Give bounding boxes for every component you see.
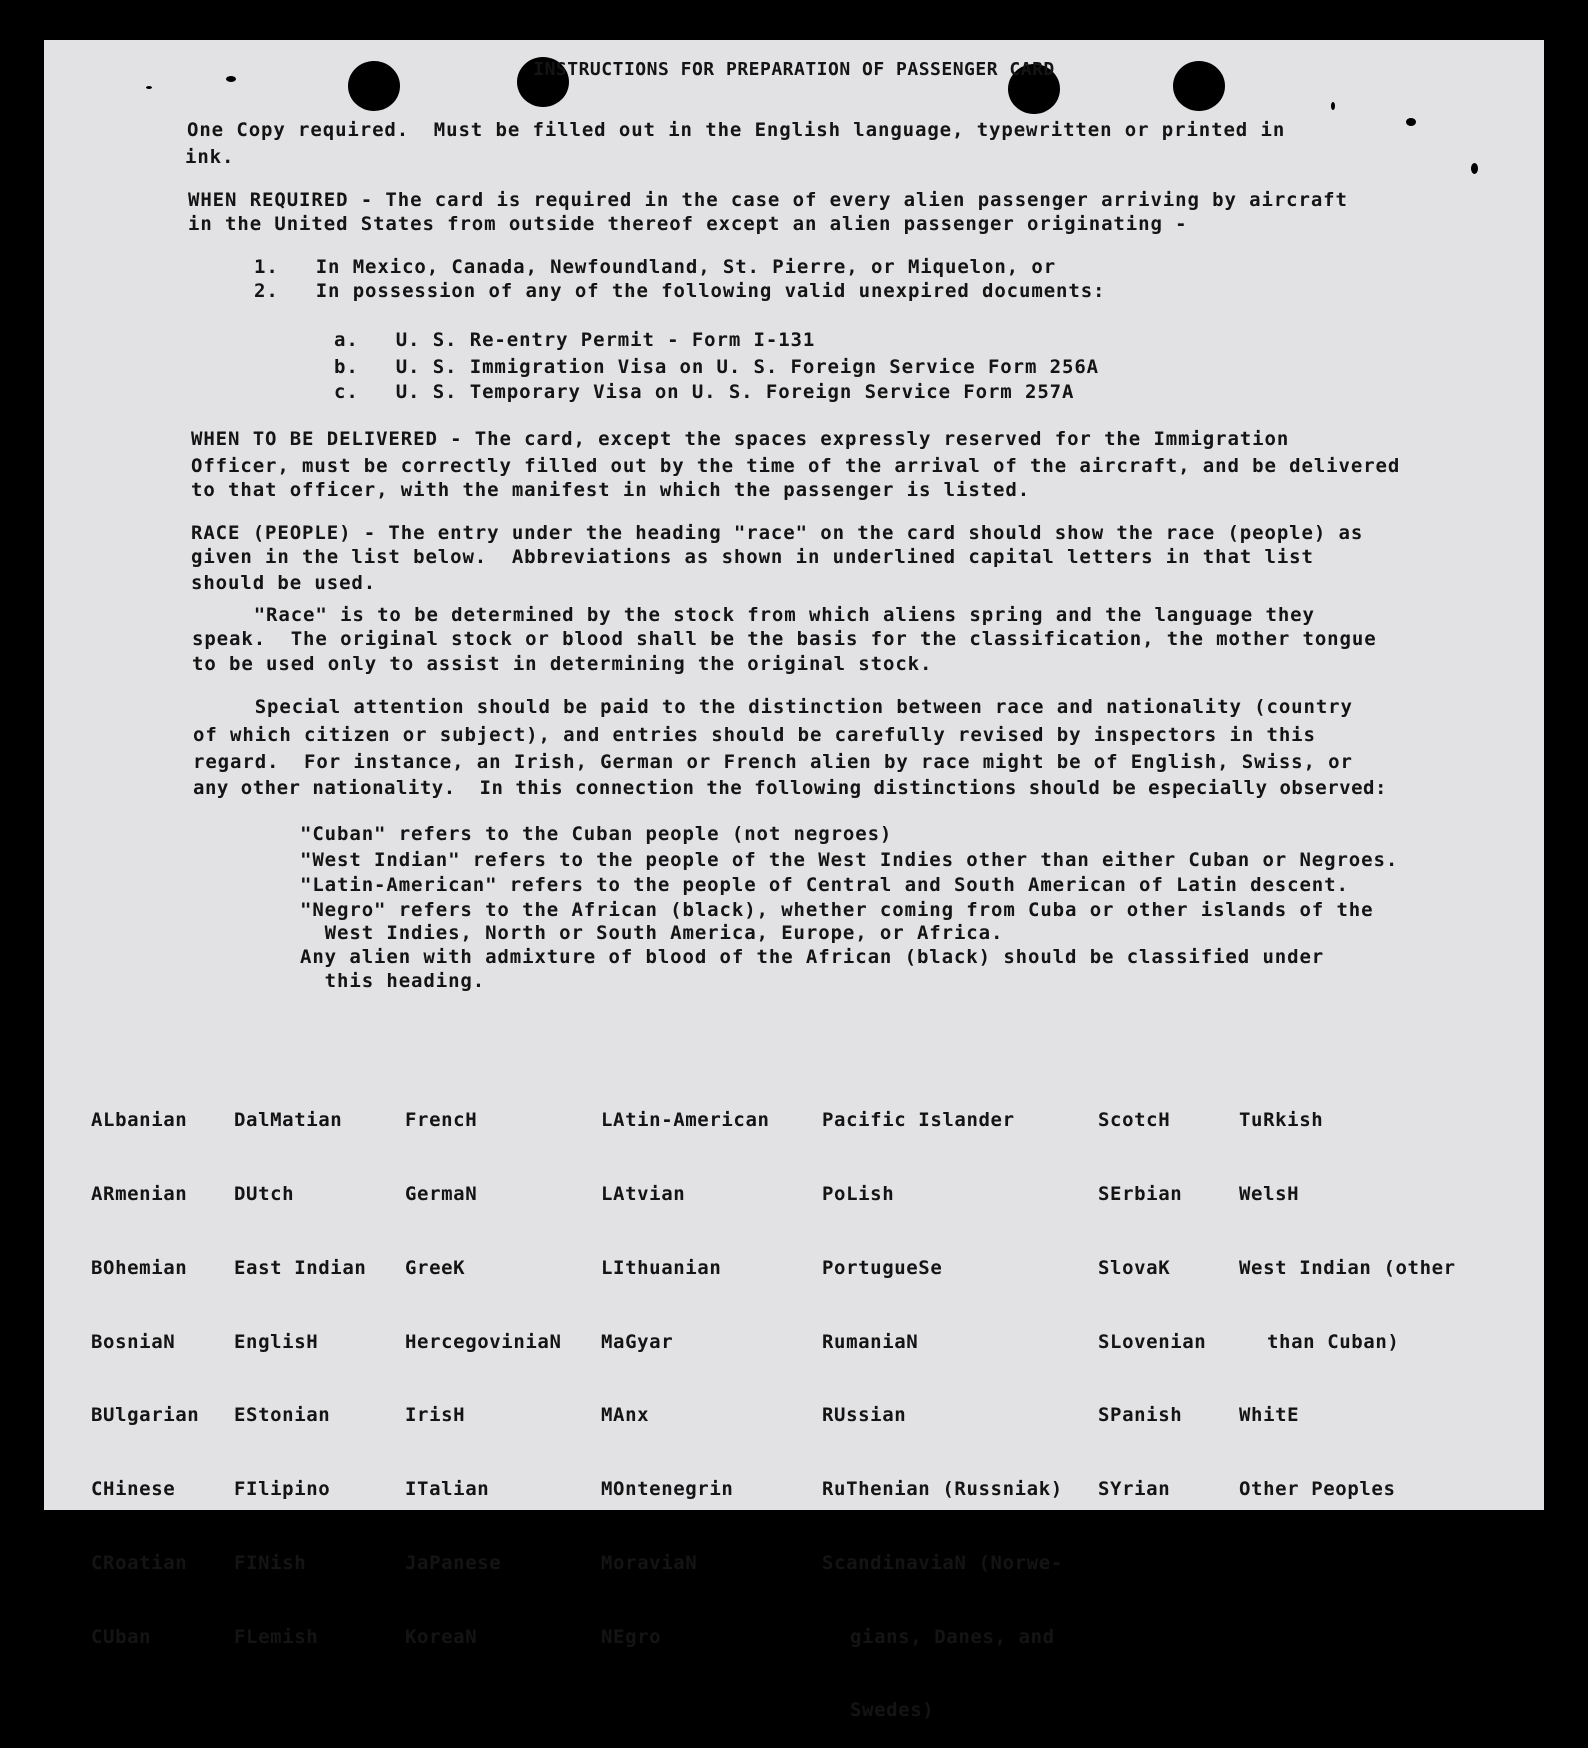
distinction-line: "Latin-American" refers to the people of Central and South American of Latin descent. bbox=[300, 874, 1349, 896]
when-required-line: in the United States from outside thereof except an alien passenger originating - bbox=[188, 213, 1188, 235]
race-definition-line: "Race" is to be determined by the stock from which aliens spring and the language they bbox=[192, 604, 1315, 626]
race-entry: DalMatian bbox=[234, 1109, 343, 1132]
race-entry: LAtin-American bbox=[601, 1109, 770, 1132]
race-entry: CUban bbox=[91, 1625, 152, 1648]
race-entry: MoraviaN bbox=[601, 1551, 698, 1574]
race-entry: GermaN bbox=[405, 1182, 478, 1205]
race-column bbox=[234, 1059, 366, 1674]
race-entry: SYrian bbox=[1098, 1478, 1171, 1501]
special-attention-line: any other nationality. In this connection the following distinctions should be especially observed: bbox=[193, 777, 1387, 799]
distinction-line: Any alien with admixture of blood of the African (black) should be classified under bbox=[300, 946, 1325, 968]
race-entry: WhitE bbox=[1239, 1404, 1300, 1427]
race-entry: TuRkish bbox=[1239, 1109, 1324, 1132]
race-entry: BOhemian bbox=[91, 1256, 188, 1279]
race-intro-line: given in the list below. Abbreviations as shown in underlined capital letters in that list bbox=[191, 546, 1314, 568]
race-entry: MaGyar bbox=[601, 1330, 674, 1353]
race-entry: East Indian bbox=[234, 1256, 367, 1279]
distinction-line: "Negro" refers to the African (black), whether coming from Cuba or other islands of the bbox=[300, 899, 1374, 921]
when-required-line: WHEN REQUIRED - The card is required in the case of every alien passenger arriving by aircraft bbox=[188, 189, 1348, 211]
race-entry: FLemish bbox=[234, 1625, 319, 1648]
race-entry: JaPanese bbox=[405, 1551, 502, 1574]
race-entry: LIthuanian bbox=[601, 1256, 722, 1279]
race-entry: RUssian bbox=[822, 1404, 907, 1427]
race-column bbox=[822, 1059, 1063, 1748]
document-item: b. U. S. Immigration Visa on U. S. Foreign Service Form 256A bbox=[334, 356, 1100, 378]
document-item: c. U. S. Temporary Visa on U. S. Foreign Service Form 257A bbox=[334, 381, 1075, 403]
race-entry: RumaniaN bbox=[822, 1330, 919, 1353]
race-entry: gians, Danes, and bbox=[850, 1625, 1055, 1648]
race-entry: PortugueSe bbox=[822, 1256, 943, 1279]
race-entry: SPanish bbox=[1098, 1404, 1183, 1427]
exception-item: 1. In Mexico, Canada, Newfoundland, St. Pierre, or Miquelon, or bbox=[254, 256, 1057, 278]
race-entry: ScandinaviaN (Norwe- bbox=[822, 1551, 1063, 1574]
race-column bbox=[1098, 1059, 1206, 1526]
race-entry: Swedes) bbox=[850, 1699, 935, 1722]
scan-speck bbox=[1471, 163, 1478, 174]
race-entry: ARmenian bbox=[91, 1182, 188, 1205]
special-attention-line: of which citizen or subject), and entries should be carefully revised by inspectors in this bbox=[193, 724, 1316, 746]
scan-speck bbox=[1406, 118, 1416, 126]
race-column bbox=[1239, 1059, 1456, 1526]
race-entry: BUlgarian bbox=[91, 1404, 200, 1427]
race-entry: CHinese bbox=[91, 1478, 176, 1501]
race-entry: SErbian bbox=[1098, 1182, 1183, 1205]
race-entry: HercegoviniaN bbox=[405, 1330, 562, 1353]
race-entry: ScotcH bbox=[1098, 1109, 1171, 1132]
race-definition-line: speak. The original stock or blood shall be the basis for the classification, the mother tongue bbox=[192, 628, 1377, 650]
race-entry: RuThenian (Russniak) bbox=[822, 1478, 1063, 1501]
distinction-line: this heading. bbox=[300, 970, 486, 992]
race-entry: than Cuban) bbox=[1267, 1330, 1400, 1353]
race-entry: KoreaN bbox=[405, 1625, 478, 1648]
document-item: a. U. S. Re-entry Permit - Form I-131 bbox=[334, 329, 816, 351]
race-entry: FIlipino bbox=[234, 1478, 331, 1501]
race-entry: West Indian (other bbox=[1239, 1256, 1456, 1279]
race-entry: FINish bbox=[234, 1551, 307, 1574]
race-entry: IrisH bbox=[405, 1404, 466, 1427]
race-entry: DUtch bbox=[234, 1182, 295, 1205]
race-entry: GreeK bbox=[405, 1256, 466, 1279]
race-entry: CRoatian bbox=[91, 1551, 188, 1574]
race-entry: BosniaN bbox=[91, 1330, 176, 1353]
document-title: INSTRUCTIONS FOR PREPARATION OF PASSENGER CARD bbox=[533, 59, 1055, 80]
intro-line: ink. bbox=[185, 146, 235, 168]
race-intro-line: RACE (PEOPLE) - The entry under the heading "race" on the card should show the race (people) as bbox=[191, 522, 1364, 544]
race-column bbox=[91, 1059, 199, 1674]
race-entry: FrencH bbox=[405, 1109, 478, 1132]
race-entry: MAnx bbox=[601, 1404, 650, 1427]
race-intro-line: should be used. bbox=[191, 572, 377, 594]
race-entry: SLovenian bbox=[1098, 1330, 1207, 1353]
race-entry: ITalian bbox=[405, 1478, 490, 1501]
race-entry: LAtvian bbox=[601, 1182, 686, 1205]
race-entry: PoLish bbox=[822, 1182, 895, 1205]
race-entry: WelsH bbox=[1239, 1182, 1300, 1205]
race-definition-line: to be used only to assist in determining the original stock. bbox=[192, 653, 933, 675]
distinction-line: "West Indian" refers to the people of the West Indies other than either Cuban or Negroes. bbox=[300, 849, 1399, 871]
race-entry: Other Peoples bbox=[1239, 1478, 1396, 1501]
race-entry: EStonian bbox=[234, 1404, 331, 1427]
when-delivered-line: WHEN TO BE DELIVERED - The card, except the spaces expressly reserved for the Immigration bbox=[191, 428, 1290, 450]
race-column bbox=[405, 1059, 562, 1674]
special-attention-line: Special attention should be paid to the distinction between race and nationality (country bbox=[193, 696, 1353, 718]
race-entry: NEgro bbox=[601, 1625, 662, 1648]
race-entry: Pacific Islander bbox=[822, 1109, 1015, 1132]
race-column bbox=[601, 1059, 770, 1674]
race-entry: MOntenegrin bbox=[601, 1478, 734, 1501]
scan-speck bbox=[146, 86, 152, 89]
race-entry: EnglisH bbox=[234, 1330, 319, 1353]
when-delivered-line: Officer, must be correctly filled out by the time of the arrival of the aircraft, and be delivered bbox=[191, 455, 1401, 477]
intro-line: One Copy required. Must be filled out in the English language, typewritten or printed in bbox=[187, 119, 1286, 141]
race-entry: ALbanian bbox=[91, 1109, 188, 1132]
special-attention-line: regard. For instance, an Irish, German or French alien by race might be of English, Swiss, or bbox=[193, 751, 1353, 773]
distinction-line: West Indies, North or South America, Europe, or Africa. bbox=[300, 922, 1004, 944]
scan-speck bbox=[1331, 102, 1335, 110]
exception-item: 2. In possession of any of the following valid unexpired documents: bbox=[254, 280, 1106, 302]
when-delivered-line: to that officer, with the manifest in which the passenger is listed. bbox=[191, 479, 1031, 501]
race-entry: SlovaK bbox=[1098, 1256, 1171, 1279]
distinction-line: "Cuban" refers to the Cuban people (not negroes) bbox=[300, 823, 893, 845]
